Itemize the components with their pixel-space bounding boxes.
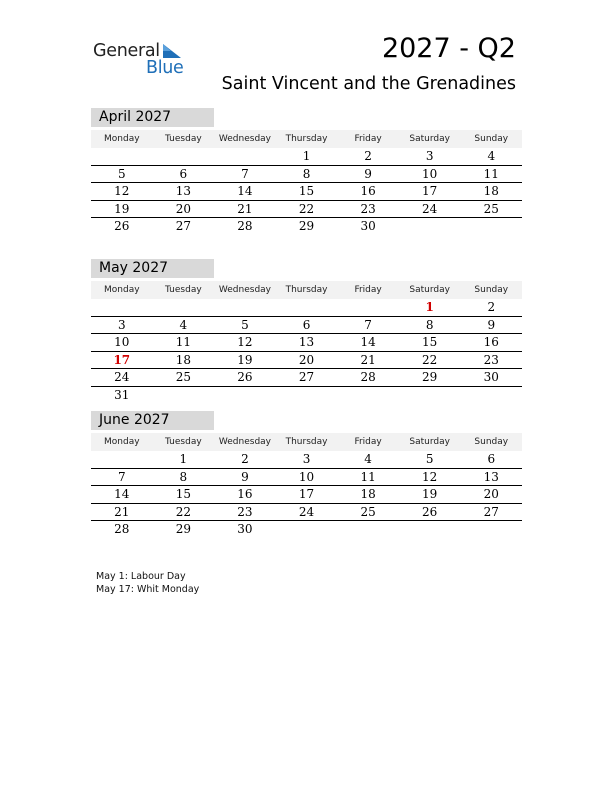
weekday-label: Wednesday: [218, 285, 271, 295]
weekday-label: Tuesday: [165, 134, 202, 144]
brand-word-blue: Blue: [146, 58, 184, 78]
day-cell: [276, 299, 338, 316]
day-cell: [153, 387, 215, 404]
day-cell: 17: [298, 487, 315, 501]
day-cell: 5: [425, 452, 434, 466]
day-cell: 21: [360, 352, 376, 367]
day-cell: 6: [179, 166, 188, 181]
day-cell: 29: [175, 522, 191, 536]
day-cell: 9: [487, 317, 496, 332]
week-row: [91, 334, 522, 352]
day-cell: 8: [302, 166, 311, 181]
day-cell: 22: [422, 352, 438, 367]
week-row: [91, 218, 522, 235]
day-cell: 18: [360, 487, 376, 501]
day-cell: 2: [487, 300, 496, 314]
weekday-label: Friday: [354, 437, 382, 447]
day-cell: 23: [483, 352, 499, 367]
weekday-label: Tuesday: [165, 285, 202, 295]
day-cell: 26: [114, 219, 130, 233]
weekday-label: Wednesday: [218, 437, 271, 447]
day-cell: 15: [298, 184, 315, 198]
brand-flag-icon: [161, 43, 183, 59]
day-cell: 30: [360, 219, 376, 233]
weekday-label: Thursday: [285, 134, 328, 144]
month-april: [91, 108, 522, 235]
day-cell: 10: [422, 166, 438, 181]
week-row: [91, 521, 522, 538]
day-cell: 12: [422, 469, 438, 484]
weekday-label: Saturday: [409, 134, 450, 144]
day-cell: [91, 148, 153, 165]
month-header: May 2027: [91, 259, 214, 278]
day-cell: 21: [114, 504, 130, 519]
weekday-label: Friday: [354, 285, 382, 295]
day-cell: 8: [179, 469, 188, 484]
day-cell: [337, 521, 399, 538]
day-cell: 25: [483, 201, 499, 216]
day-cell: 4: [179, 317, 188, 332]
weekday-label: Saturday: [409, 285, 450, 295]
day-cell: [91, 451, 153, 468]
holiday-note: May 17: Whit Monday: [96, 584, 200, 595]
day-cell: [214, 387, 276, 404]
page-title: 2027 - Q2: [381, 33, 516, 64]
day-cell: 10: [298, 469, 315, 484]
day-cell: 8: [425, 317, 434, 332]
day-cell: 6: [302, 317, 311, 332]
day-cell: 23: [237, 504, 253, 519]
holiday-day-cell: 1: [425, 300, 434, 314]
day-cell: 10: [114, 335, 130, 349]
day-cell: [337, 387, 399, 404]
day-cell: 14: [237, 184, 253, 198]
day-cell: 12: [114, 184, 130, 198]
day-cell: 28: [360, 370, 376, 384]
weekday-label: Sunday: [474, 437, 509, 447]
day-cell: 24: [114, 370, 130, 384]
day-cell: 19: [422, 487, 438, 501]
day-cell: 29: [298, 219, 315, 233]
day-cell: 13: [175, 184, 191, 198]
day-cell: 27: [298, 370, 315, 384]
weekday-header-row: [91, 433, 522, 451]
day-cell: 22: [298, 201, 315, 216]
weekday-label: Tuesday: [165, 437, 202, 447]
week-row: [91, 148, 522, 166]
day-cell: 31: [114, 387, 130, 402]
weekday-label: Saturday: [409, 437, 450, 447]
day-cell: 16: [483, 335, 499, 349]
weekday-label: Wednesday: [218, 134, 271, 144]
weekday-label: Monday: [104, 134, 140, 144]
weekday-label: Sunday: [474, 134, 509, 144]
day-cell: 24: [422, 201, 438, 216]
day-cell: 13: [483, 469, 499, 484]
week-row: [91, 504, 522, 522]
day-cell: [214, 299, 276, 316]
weekday-label: Thursday: [285, 437, 328, 447]
day-cell: 16: [360, 184, 376, 198]
holiday-note: May 1: Labour Day: [96, 571, 186, 582]
day-cell: 5: [241, 317, 249, 332]
day-cell: 6: [487, 452, 496, 466]
day-cell: 15: [422, 335, 438, 349]
month-header: June 2027: [91, 411, 214, 430]
day-cell: 11: [483, 166, 499, 181]
weekday-header-row: [91, 281, 522, 299]
day-cell: 11: [360, 469, 376, 484]
day-cell: 15: [175, 487, 191, 501]
weekday-header-row: [91, 130, 522, 148]
week-row: [91, 166, 522, 184]
day-cell: [399, 521, 461, 538]
day-cell: 25: [175, 370, 191, 384]
day-cell: 3: [302, 452, 311, 466]
day-cell: 13: [298, 335, 315, 349]
day-cell: 9: [241, 469, 249, 484]
day-cell: 3: [425, 149, 434, 163]
weekday-label: Thursday: [285, 285, 328, 295]
day-cell: 28: [114, 522, 130, 536]
day-cell: 1: [302, 149, 311, 163]
day-cell: [153, 299, 215, 316]
weekday-label: Monday: [104, 285, 140, 295]
day-cell: 14: [114, 487, 130, 501]
day-cell: 30: [483, 370, 499, 384]
brand-word-general: General: [93, 41, 160, 61]
day-cell: 12: [237, 335, 253, 349]
day-cell: 4: [487, 149, 496, 163]
brand-logo: [93, 41, 193, 81]
day-cell: 23: [360, 201, 376, 216]
day-cell: 7: [117, 469, 126, 484]
week-row: [91, 387, 522, 404]
day-cell: 22: [175, 504, 191, 519]
day-cell: 19: [114, 201, 130, 216]
day-cell: 18: [483, 184, 499, 198]
day-cell: 27: [175, 219, 191, 233]
day-cell: 7: [364, 317, 372, 332]
day-cell: 7: [241, 166, 249, 181]
day-cell: 20: [175, 201, 191, 216]
week-row: [91, 317, 522, 335]
day-cell: [460, 387, 522, 404]
day-cell: 11: [175, 335, 191, 349]
day-cell: 20: [483, 487, 499, 501]
day-cell: 5: [117, 166, 126, 181]
country-name: Saint Vincent and the Grenadines: [221, 74, 516, 94]
day-cell: 24: [298, 504, 315, 519]
day-cell: 26: [422, 504, 438, 519]
day-cell: 18: [175, 352, 191, 367]
day-cell: 28: [237, 219, 253, 233]
week-row: [91, 369, 522, 387]
week-row: [91, 451, 522, 469]
day-cell: 4: [364, 452, 372, 466]
day-cell: [399, 218, 461, 235]
day-cell: [399, 387, 461, 404]
day-cell: 16: [237, 487, 253, 501]
week-row: [91, 486, 522, 504]
day-cell: [276, 521, 338, 538]
week-row: [91, 352, 522, 370]
day-cell: 2: [364, 149, 372, 163]
week-row: [91, 183, 522, 201]
month-header: April 2027: [91, 108, 214, 127]
day-cell: 9: [364, 166, 372, 181]
day-cell: 3: [117, 317, 126, 332]
week-row: [91, 299, 522, 317]
day-cell: 19: [237, 352, 253, 367]
day-cell: 25: [360, 504, 376, 519]
month-may: [91, 259, 522, 403]
week-row: [91, 201, 522, 219]
weekday-label: Friday: [354, 134, 382, 144]
day-cell: 29: [422, 370, 438, 384]
day-cell: [214, 148, 276, 165]
day-cell: [337, 299, 399, 316]
day-cell: [153, 148, 215, 165]
day-cell: 2: [241, 452, 249, 466]
day-cell: 14: [360, 335, 376, 349]
weekday-label: Monday: [104, 437, 140, 447]
day-cell: 17: [422, 184, 438, 198]
day-cell: 26: [237, 370, 253, 384]
day-cell: [91, 299, 153, 316]
day-cell: [460, 521, 522, 538]
day-cell: 27: [483, 504, 499, 519]
day-cell: [276, 387, 338, 404]
day-cell: 30: [237, 522, 253, 536]
day-cell: 1: [179, 452, 188, 466]
holiday-day-cell: 17: [113, 352, 131, 367]
day-cell: [460, 218, 522, 235]
weekday-label: Sunday: [474, 285, 509, 295]
day-cell: 20: [298, 352, 315, 367]
holiday-notes: [96, 570, 199, 596]
day-cell: 21: [237, 201, 253, 216]
week-row: [91, 469, 522, 487]
month-june: [91, 411, 522, 538]
